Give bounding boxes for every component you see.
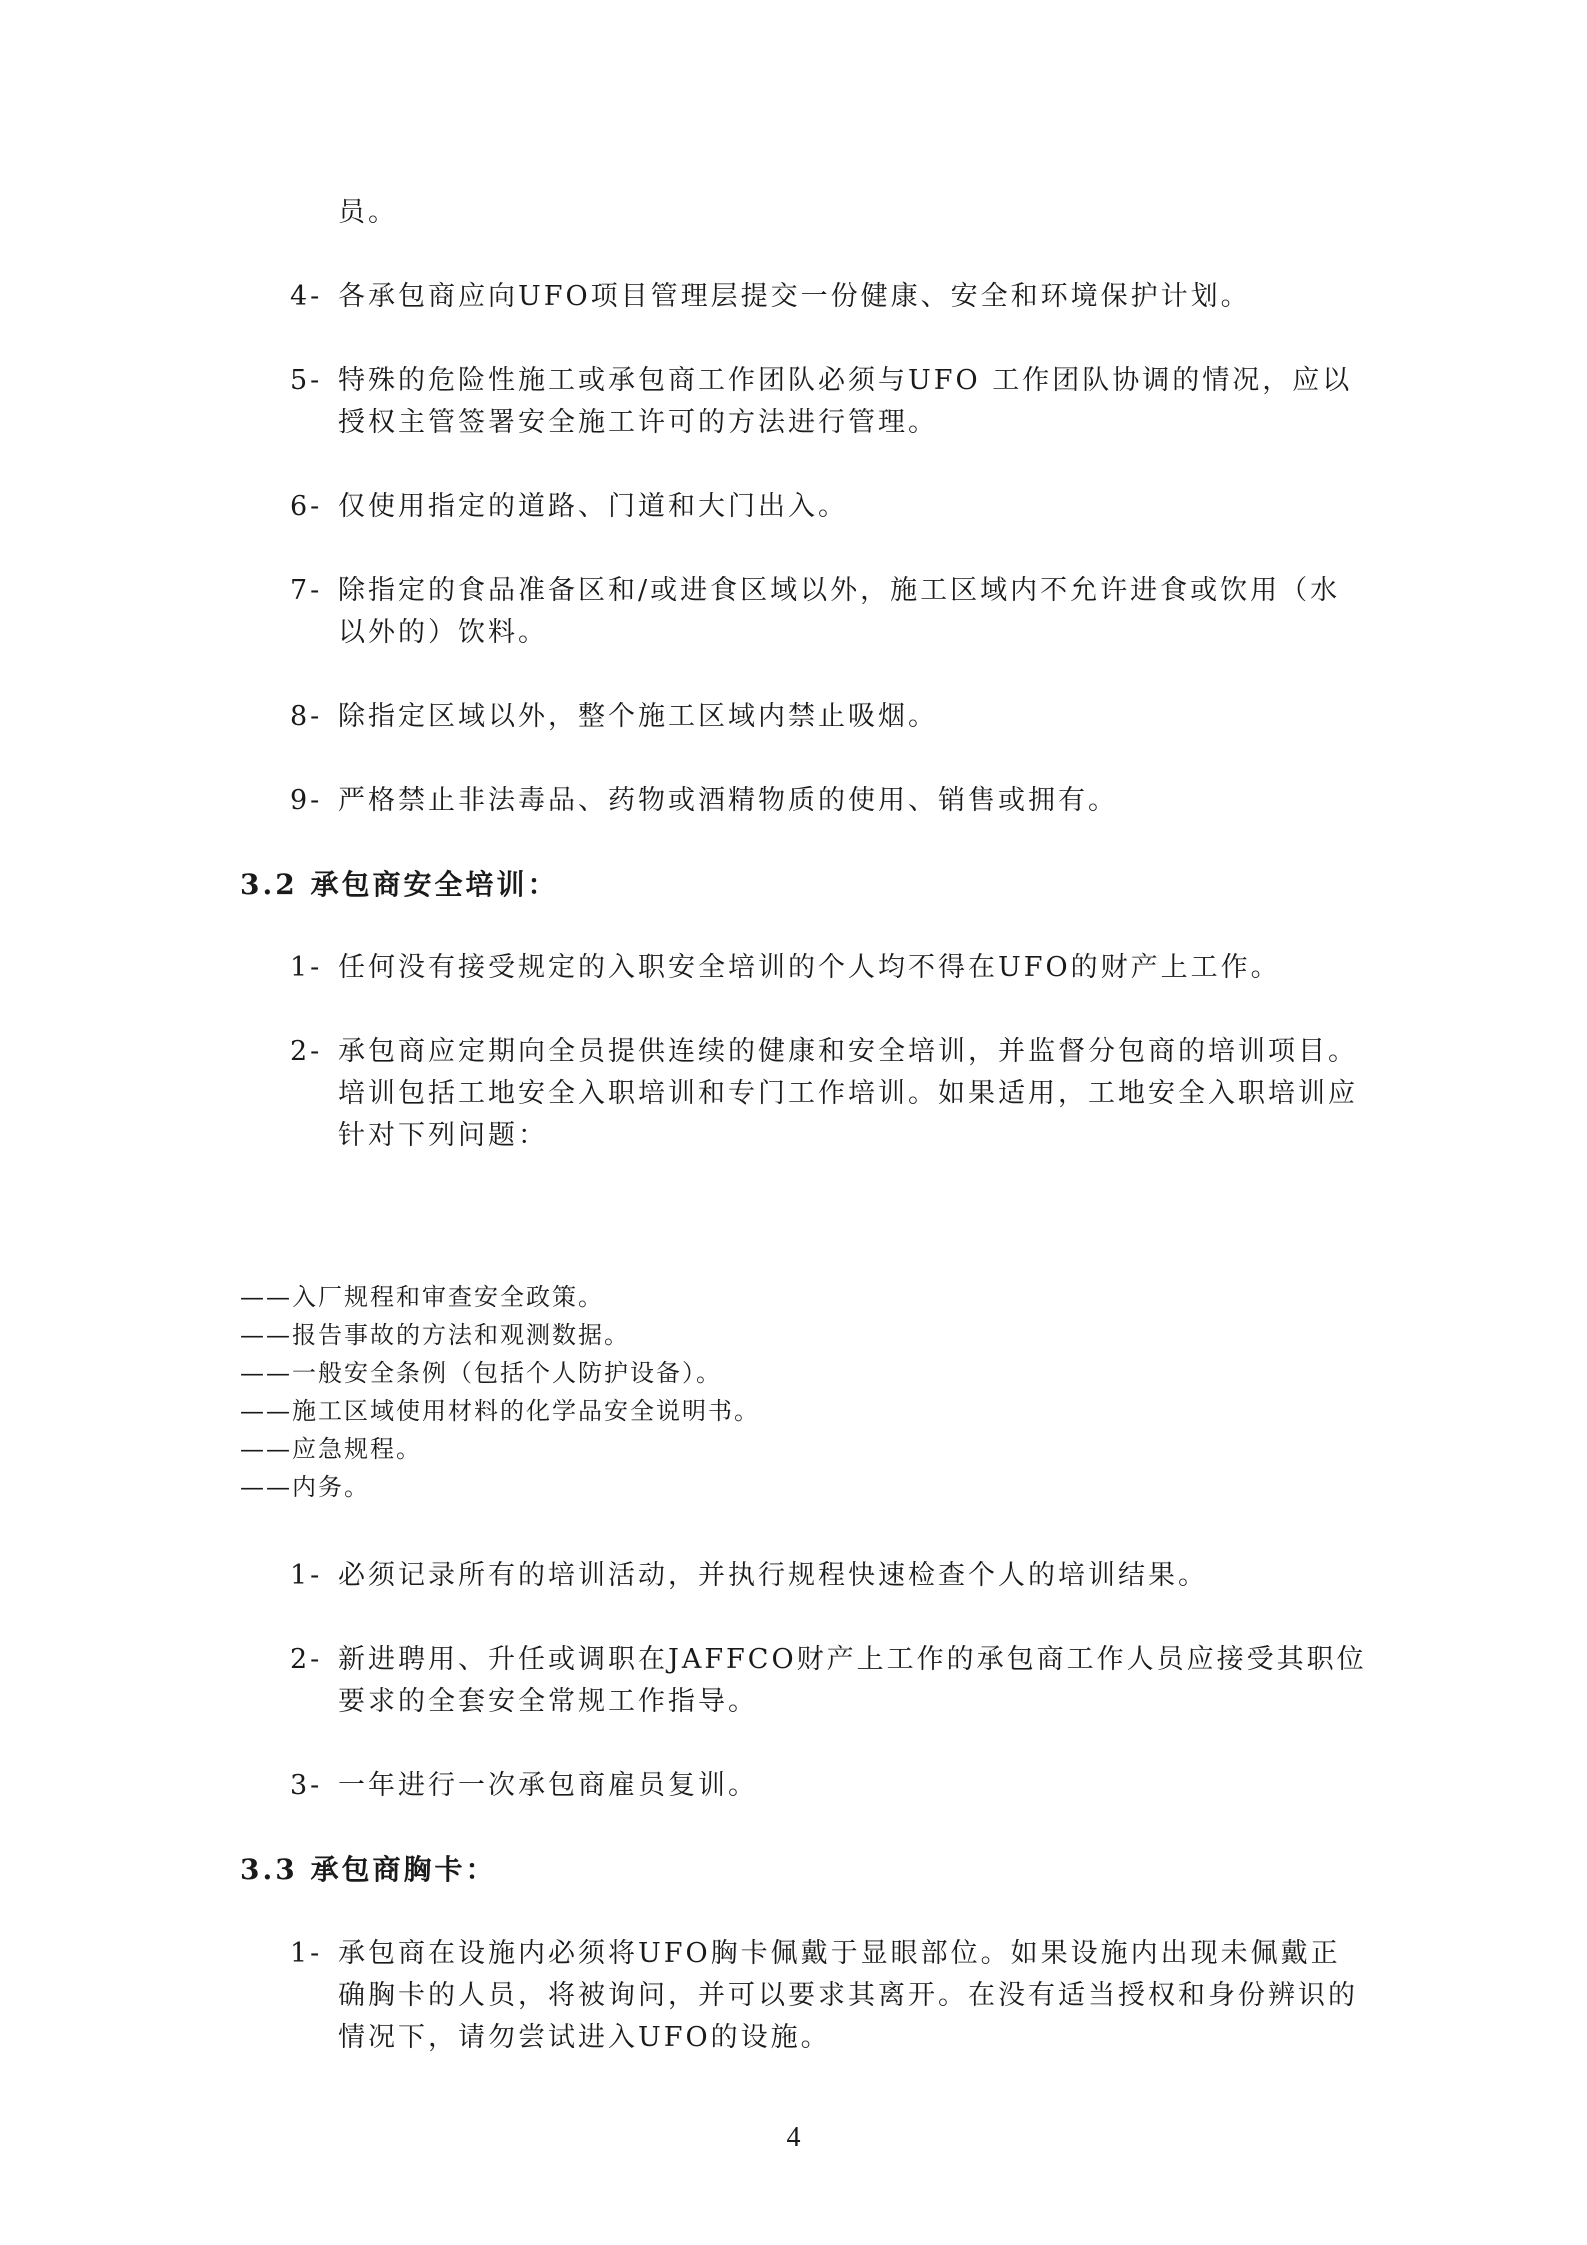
item-number: 9- (290, 785, 323, 816)
item-number: 5- (290, 365, 323, 396)
item-text: 必须记录所有的培训活动，并执行规程快速检查个人的培训结果。 (338, 1560, 1208, 1591)
item-text: 承包商在设施内必须将UFO胸卡佩戴于显眼部位。如果设施内出现未佩戴正确胸卡的人员，将被询问，并可以要求其离开。在没有适当授权和身份辨识的情况下，请勿尝试进入UFO的设施。 (338, 1938, 1358, 2053)
item-number: 1- (290, 952, 323, 983)
dash-list-item: ——报告事故的方法和观测数据。 (240, 1321, 630, 1349)
item-number: 3- (290, 1770, 323, 1801)
dash-list-item: ——内务。 (240, 1473, 370, 1501)
section-heading-3-2: 3.2 承包商安全培训： (240, 868, 559, 901)
list-item (290, 486, 1370, 528)
item-text: 除指定的食品准备区和/或进食区域以外，施工区域内不允许进食或饮用（水以外的）饮料。 (338, 575, 1341, 648)
item-number: 8- (290, 701, 323, 732)
item-number: 6- (290, 491, 323, 522)
item-text: 严格禁止非法毒品、药物或酒精物质的使用、销售或拥有。 (338, 785, 1118, 816)
dash-list-item: ——入厂规程和审查安全政策。 (240, 1283, 604, 1311)
list-item (290, 1765, 1370, 1807)
dash-list-item: ——施工区域使用材料的化学品安全说明书。 (240, 1397, 760, 1425)
item-text: 任何没有接受规定的入职安全培训的个人均不得在UFO的财产上工作。 (338, 952, 1281, 983)
item-text: 一年进行一次承包商雇员复训。 (338, 1770, 758, 1801)
list-item (290, 1555, 1370, 1597)
item-text: 各承包商应向UFO项目管理层提交一份健康、安全和环境保护计划。 (338, 281, 1251, 312)
list-item (290, 947, 1370, 989)
list-item (290, 276, 1370, 318)
item-text: 特殊的危险性施工或承包商工作团队必须与UFO 工作团队协调的情况，应以授权主管签署安全施工许可的方法进行管理。 (338, 365, 1353, 438)
continuation-text: 员。 (338, 197, 398, 228)
item-number: 1- (290, 1938, 323, 1969)
item-number: 7- (290, 575, 323, 606)
item-text: 承包商应定期向全员提供连续的健康和安全培训，并监督分包商的培训项目。培训包括工地安全入职培训和专门工作培训。如果适用，工地安全入职培训应针对下列问题： (338, 1036, 1358, 1151)
list-item (290, 1933, 1370, 2059)
item-number: 2- (290, 1644, 323, 1675)
item-text: 新进聘用、升任或调职在JAFFCO财产上工作的承包商工作人员应接受其职位要求的全套安全常规工作指导。 (338, 1644, 1367, 1717)
dash-list-item: ——一般安全条例（包括个人防护设备）。 (240, 1359, 722, 1387)
list-item (290, 1031, 1370, 1157)
list-item (290, 570, 1370, 654)
item-text: 仅使用指定的道路、门道和大门出入。 (338, 491, 848, 522)
item-text: 除指定区域以外，整个施工区域内禁止吸烟。 (338, 701, 938, 732)
list-item (290, 1639, 1370, 1723)
list-item (290, 696, 1370, 738)
dash-list-item: ——应急规程。 (240, 1435, 422, 1463)
list-item (290, 780, 1370, 822)
list-item (290, 360, 1370, 444)
item-number: 2- (290, 1036, 323, 1067)
item-number: 1- (290, 1560, 323, 1591)
section-heading-3-3: 3.3 承包商胸卡： (240, 1853, 497, 1886)
item-number: 4- (290, 281, 323, 312)
page-number: 4 (786, 2122, 801, 2153)
